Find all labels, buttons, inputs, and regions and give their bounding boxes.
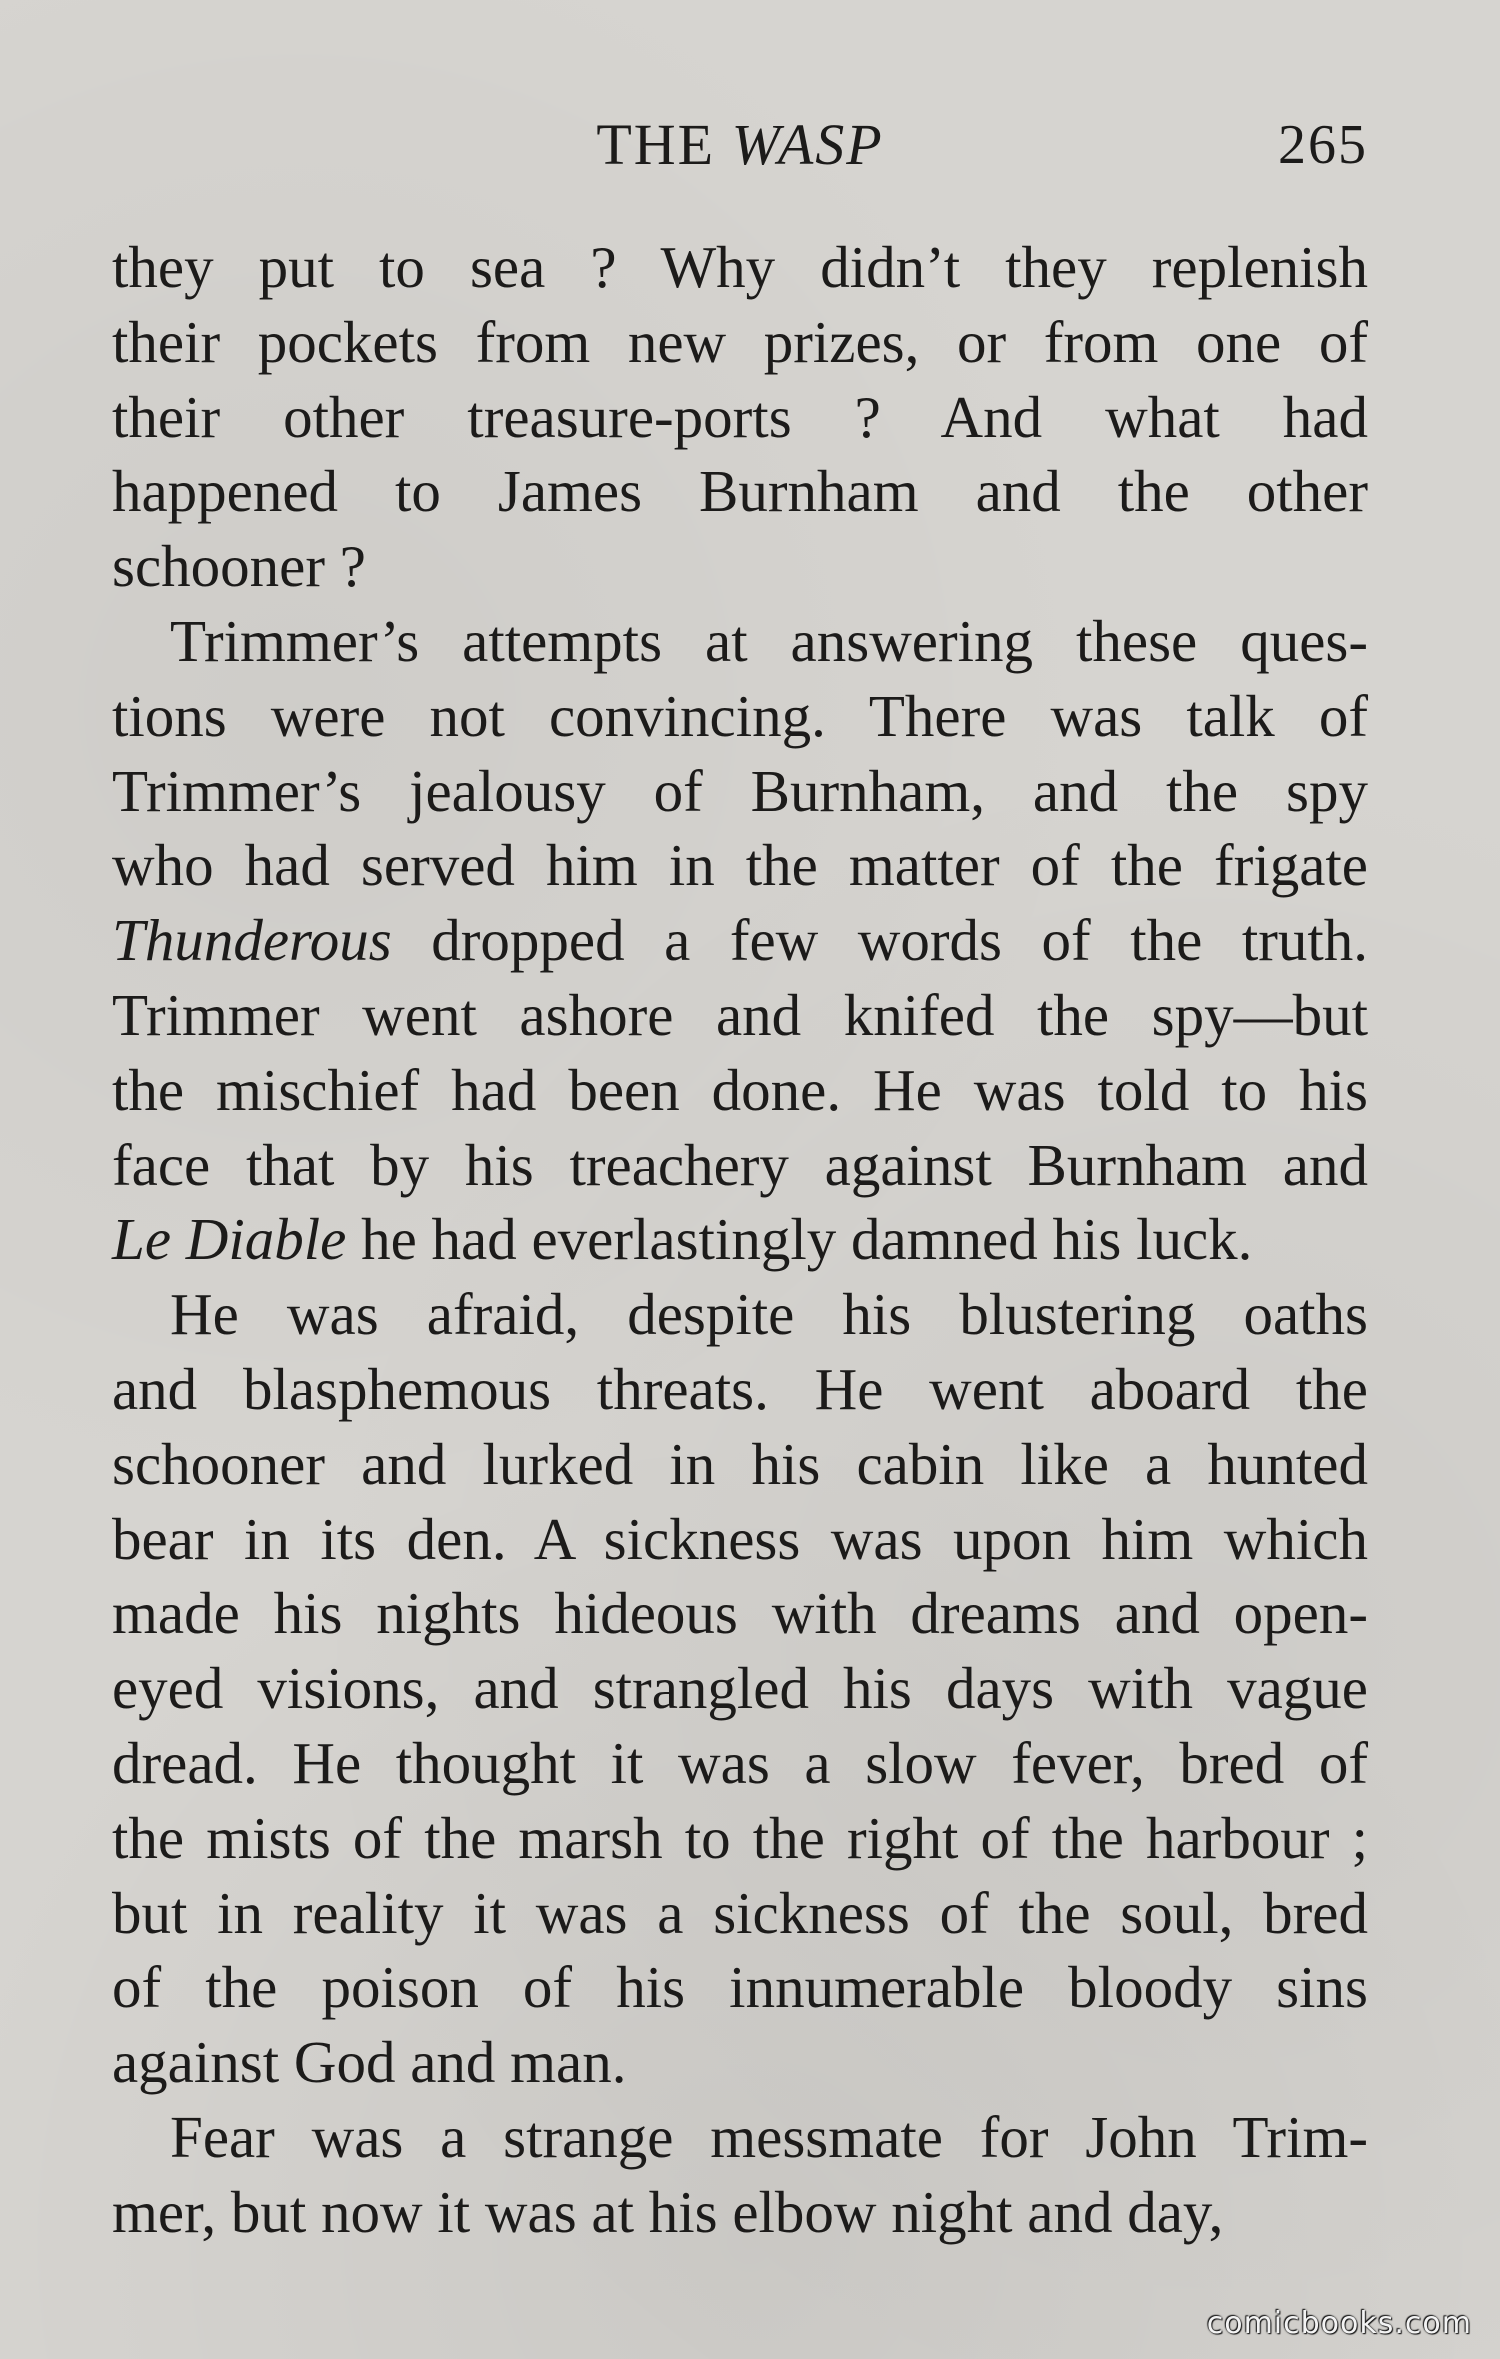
text-line: against God and man. bbox=[112, 2029, 627, 2096]
text-line: Trimmer’s attempts at answering these ques- bbox=[170, 607, 1368, 674]
text-line: made his nights hideous with dreams and open- bbox=[112, 1580, 1368, 1647]
text-line: Fear was a strange messmate for John Trim- bbox=[170, 2103, 1368, 2170]
running-title-prefix: THE bbox=[596, 112, 732, 177]
text-line: Trimmer’s jealousy of Burnham, and the spy bbox=[112, 757, 1368, 824]
running-head bbox=[112, 110, 1368, 180]
line-rest: dropped a few words of the truth. bbox=[391, 907, 1368, 974]
text-line bbox=[112, 1202, 1368, 1277]
text-line: of the poison of his innumerable bloody sins bbox=[112, 1954, 1368, 2021]
text-line: the mists of the marsh to the right of the harbour ; bbox=[112, 1804, 1368, 1871]
text-line: tions were not convincing. There was talk of bbox=[112, 682, 1368, 749]
text-line: but in reality it was a sickness of the soul, bred bbox=[112, 1879, 1368, 1946]
text-line: who had served him in the matter of the frigate bbox=[112, 832, 1368, 899]
text-line: eyed visions, and strangled his days with vague bbox=[112, 1655, 1368, 1722]
text-line: bear in its den. A sickness was upon him which bbox=[112, 1505, 1368, 1572]
line-rest: he had everlastingly damned his luck. bbox=[346, 1206, 1253, 1273]
text-line: their pockets from new prizes, or from one of bbox=[112, 308, 1368, 375]
text-line: the mischief had been done. He was told to his bbox=[112, 1056, 1368, 1123]
italic-title: Le Diable bbox=[112, 1206, 347, 1273]
paragraph bbox=[112, 2100, 1368, 2250]
text-line: happened to James Burnham and the other bbox=[112, 458, 1368, 525]
text-line: schooner ? bbox=[112, 533, 366, 600]
text-line: dread. He thought it was a slow fever, bred of bbox=[112, 1729, 1368, 1796]
text-line: they put to sea ? Why didn’t they replenish bbox=[112, 234, 1368, 300]
text-line: schooner and lurked in his cabin like a hunted bbox=[112, 1430, 1368, 1497]
text-line bbox=[112, 903, 1368, 978]
watermark: comicbooks.com bbox=[1206, 2306, 1472, 2341]
running-title bbox=[112, 110, 1368, 180]
text-line: Trimmer went ashore and knifed the spy—but bbox=[112, 981, 1368, 1048]
paragraph bbox=[112, 230, 1368, 604]
italic-title: Thunderous bbox=[112, 907, 392, 974]
text-line: He was afraid, despite his blustering oaths bbox=[170, 1281, 1368, 1348]
paragraph bbox=[112, 1277, 1368, 2100]
text-line: and blasphemous threats. He went aboard the bbox=[112, 1355, 1368, 1422]
text-line: mer, but now it was at his elbow night and day, bbox=[112, 2178, 1224, 2245]
running-title-italic: WASP bbox=[731, 112, 884, 177]
text-line: their other treasure-ports ? And what had bbox=[112, 383, 1368, 450]
body-text bbox=[112, 230, 1368, 2250]
page-number: 265 bbox=[1278, 114, 1368, 176]
text-line: face that by his treachery against Burnham and bbox=[112, 1131, 1368, 1198]
paragraph bbox=[112, 604, 1368, 1277]
